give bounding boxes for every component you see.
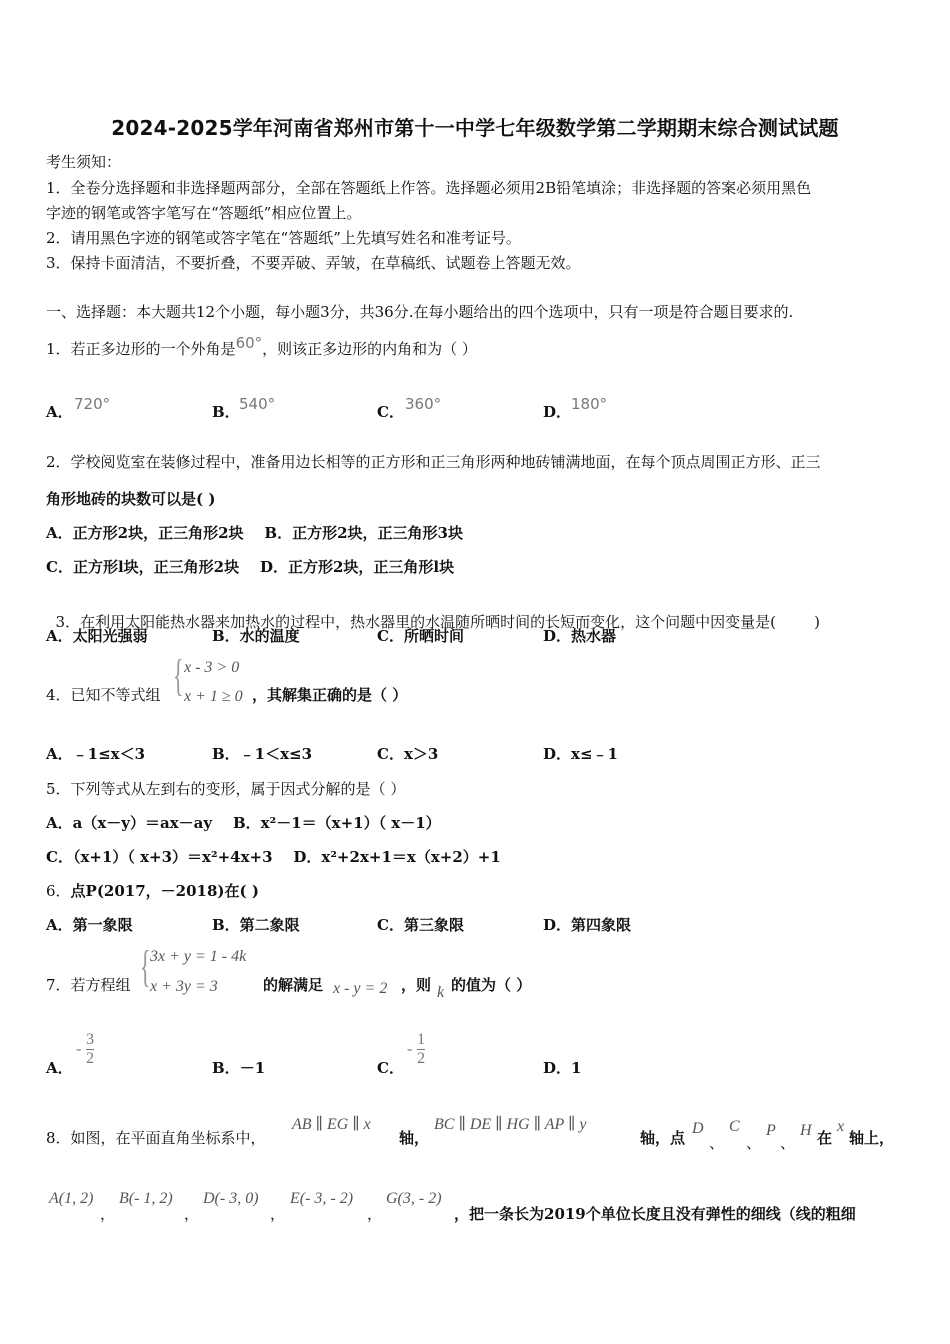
option-d: D．第四象限: [543, 916, 632, 934]
option-a-value: 720°: [74, 395, 111, 413]
point-c: C: [729, 1118, 740, 1135]
question-number: 1．: [46, 340, 71, 358]
question-stem: 轴上，: [849, 1129, 895, 1147]
question-stem: 的解满足: [263, 976, 324, 994]
option-d: D．: [543, 403, 572, 421]
equation-1: 3x + y = 1 - 4k: [150, 948, 247, 965]
point-d: D: [692, 1120, 704, 1137]
x-variable: x: [837, 1118, 845, 1135]
point-p: P: [766, 1122, 776, 1139]
option-b: B．: [212, 403, 240, 421]
question-stem: 角形地砖的块数可以是( ): [46, 490, 216, 508]
question-1: [46, 334, 477, 359]
question-stem: 在利用太阳能热水器来加热水的过程中，热水器里的水温随所晒时间的长短而变化，这个问题中因变量是( ): [80, 613, 820, 631]
angle-value: 60°: [235, 334, 263, 352]
question-stem: 轴，: [399, 1129, 430, 1147]
options-row: A．a（x－y）＝ax－ay B．x²－1＝（x+1）（ x－1）: [46, 814, 441, 832]
option-c: C．x＞3: [377, 745, 439, 763]
question-stem: ，则该正多边形的内角和为（ ）: [262, 340, 477, 358]
coord-a: A(1, 2): [49, 1190, 94, 1207]
question-number: 7．: [46, 976, 71, 994]
notice-item: 3．保持卡面清洁，不要折叠，不要弄破、弄皱，在草稿纸、试题卷上答题无效。: [46, 254, 581, 272]
coord-g: G(3, - 2): [386, 1190, 442, 1207]
option-a: A．: [46, 403, 73, 421]
option-d-value: 180°: [571, 395, 608, 413]
question-stem: 的值为（ ）: [451, 976, 532, 994]
question-stem: 轴，点: [640, 1129, 686, 1147]
question-number: 2．: [46, 453, 71, 471]
option-a: A．太阳光强弱: [46, 627, 148, 645]
parallel-expr-1: AB ∥ EG ∥ x: [292, 1116, 371, 1133]
question-number: 6．: [46, 882, 71, 900]
separator: 、: [709, 1134, 725, 1152]
option-c: C．: [377, 1059, 404, 1077]
question-stem: 点P(2017，－2018)在( ): [70, 882, 259, 900]
brace-icon: {: [140, 942, 151, 991]
option-b: B．第二象限: [212, 916, 300, 934]
option-c: C．所晒时间: [377, 627, 464, 645]
question-stem: 在: [817, 1129, 833, 1147]
question-4: [46, 685, 161, 705]
question-6: [46, 881, 259, 901]
option-d: D．x≤﹣1: [543, 745, 618, 763]
question-number: 5．: [46, 780, 71, 798]
question-2: [46, 452, 821, 472]
section-heading: 一、选择题：本大题共12个小题，每小题3分，共36分.在每小题给出的四个选项中，只有一项是符合题目要求的.: [46, 303, 794, 321]
inequality-2: x + 1 ≥ 0: [184, 688, 243, 705]
question-8: [46, 1128, 266, 1148]
inequality-1: x - 3 > 0: [184, 659, 240, 676]
option-c: C．: [377, 403, 404, 421]
notice-heading: 考生须知：: [46, 153, 122, 171]
option-a: A．第一象限: [46, 916, 133, 934]
question-stem: ，把一条长为2019个单位长度且没有弹性的细线（线的粗细: [454, 1205, 856, 1223]
separator: ，: [100, 1205, 116, 1223]
point-h: H: [800, 1122, 812, 1139]
option-b-value: 540°: [239, 395, 276, 413]
question-stem: 如图，在平面直角坐标系中，: [70, 1129, 266, 1147]
option-d: D．热水器: [543, 627, 617, 645]
brace-icon: {: [173, 651, 184, 700]
separator: ，: [270, 1205, 286, 1223]
options-row: C．（x+1）（ x+3）＝x²+4x+3 D．x²+2x+1＝x（x+2）+1: [46, 848, 501, 866]
separator: 、: [746, 1134, 762, 1152]
options-row: C．正方形l块，正三角形2块 D．正方形2块，正三角形l块: [46, 558, 455, 576]
notice-item: 1．全卷分选择题和非选择题两部分，全部在答题纸上作答。选择题必须用2B铅笔填涂；非选择题的答案必须用黑色: [46, 179, 812, 197]
option-a: A．﹣1≤x＜3: [46, 745, 146, 763]
question-number: 3．: [55, 613, 81, 631]
option-a: A．: [46, 1059, 73, 1077]
separator: ，: [184, 1205, 200, 1223]
question-stem: ，则: [401, 976, 432, 994]
question-number: 4．: [46, 686, 71, 704]
coord-b: B(- 1, 2): [119, 1190, 173, 1207]
equation-2: x + 3y = 3: [150, 978, 218, 995]
notice-item: 字迹的钢笔或答字笔写在“答题纸”相应位置上。: [46, 204, 362, 222]
coord-e: E(- 3, - 2): [290, 1190, 354, 1207]
question-stem: 已知不等式组: [70, 686, 161, 704]
option-b: B．－1: [212, 1059, 266, 1077]
separator: ，: [367, 1205, 383, 1223]
question-stem: 下列等式从左到右的变形，属于因式分解的是（ ）: [70, 780, 406, 798]
question-7: [46, 975, 131, 995]
notice-item: 2．请用黑色字迹的钢笔或答字笔在“答题纸”上先填写姓名和准考证号。: [46, 229, 521, 247]
option-b: B．﹣1＜x≤3: [212, 745, 313, 763]
option-b: B．水的温度: [212, 627, 300, 645]
option-c-value: 360°: [405, 395, 442, 413]
question-5: [46, 779, 405, 799]
separator: 、: [780, 1134, 796, 1152]
coord-d: D(- 3, 0): [203, 1190, 259, 1207]
variable-k: k: [437, 984, 445, 1001]
condition: x - y = 2: [333, 980, 388, 997]
option-a-value: - $\frac{3}{2}$: [76, 1031, 95, 1067]
option-c: C．第三象限: [377, 916, 464, 934]
options-row: A．正方形2块，正三角形2块 B．正方形2块，正三角形3块: [46, 524, 463, 542]
question-stem: 若方程组: [70, 976, 131, 994]
question-number: 8．: [46, 1129, 71, 1147]
option-d: D．1: [543, 1059, 582, 1077]
question-stem: ，其解集正确的是（ ）: [252, 686, 408, 704]
parallel-expr-2: BC ∥ DE ∥ HG ∥ AP ∥ y: [434, 1116, 587, 1133]
option-c-value: - $\frac{1}{2}$: [407, 1031, 426, 1067]
question-stem: 学校阅览室在装修过程中，准备用边长相等的正方形和正三角形两种地砖铺满地面，在每个顶点周围正方形、正三: [70, 453, 821, 471]
page-title: 2024-2025学年河南省郑州市第十一中学七年级数学第二学期期末综合测试试题: [111, 116, 839, 140]
question-stem: 若正多边形的一个外角是: [70, 340, 236, 358]
